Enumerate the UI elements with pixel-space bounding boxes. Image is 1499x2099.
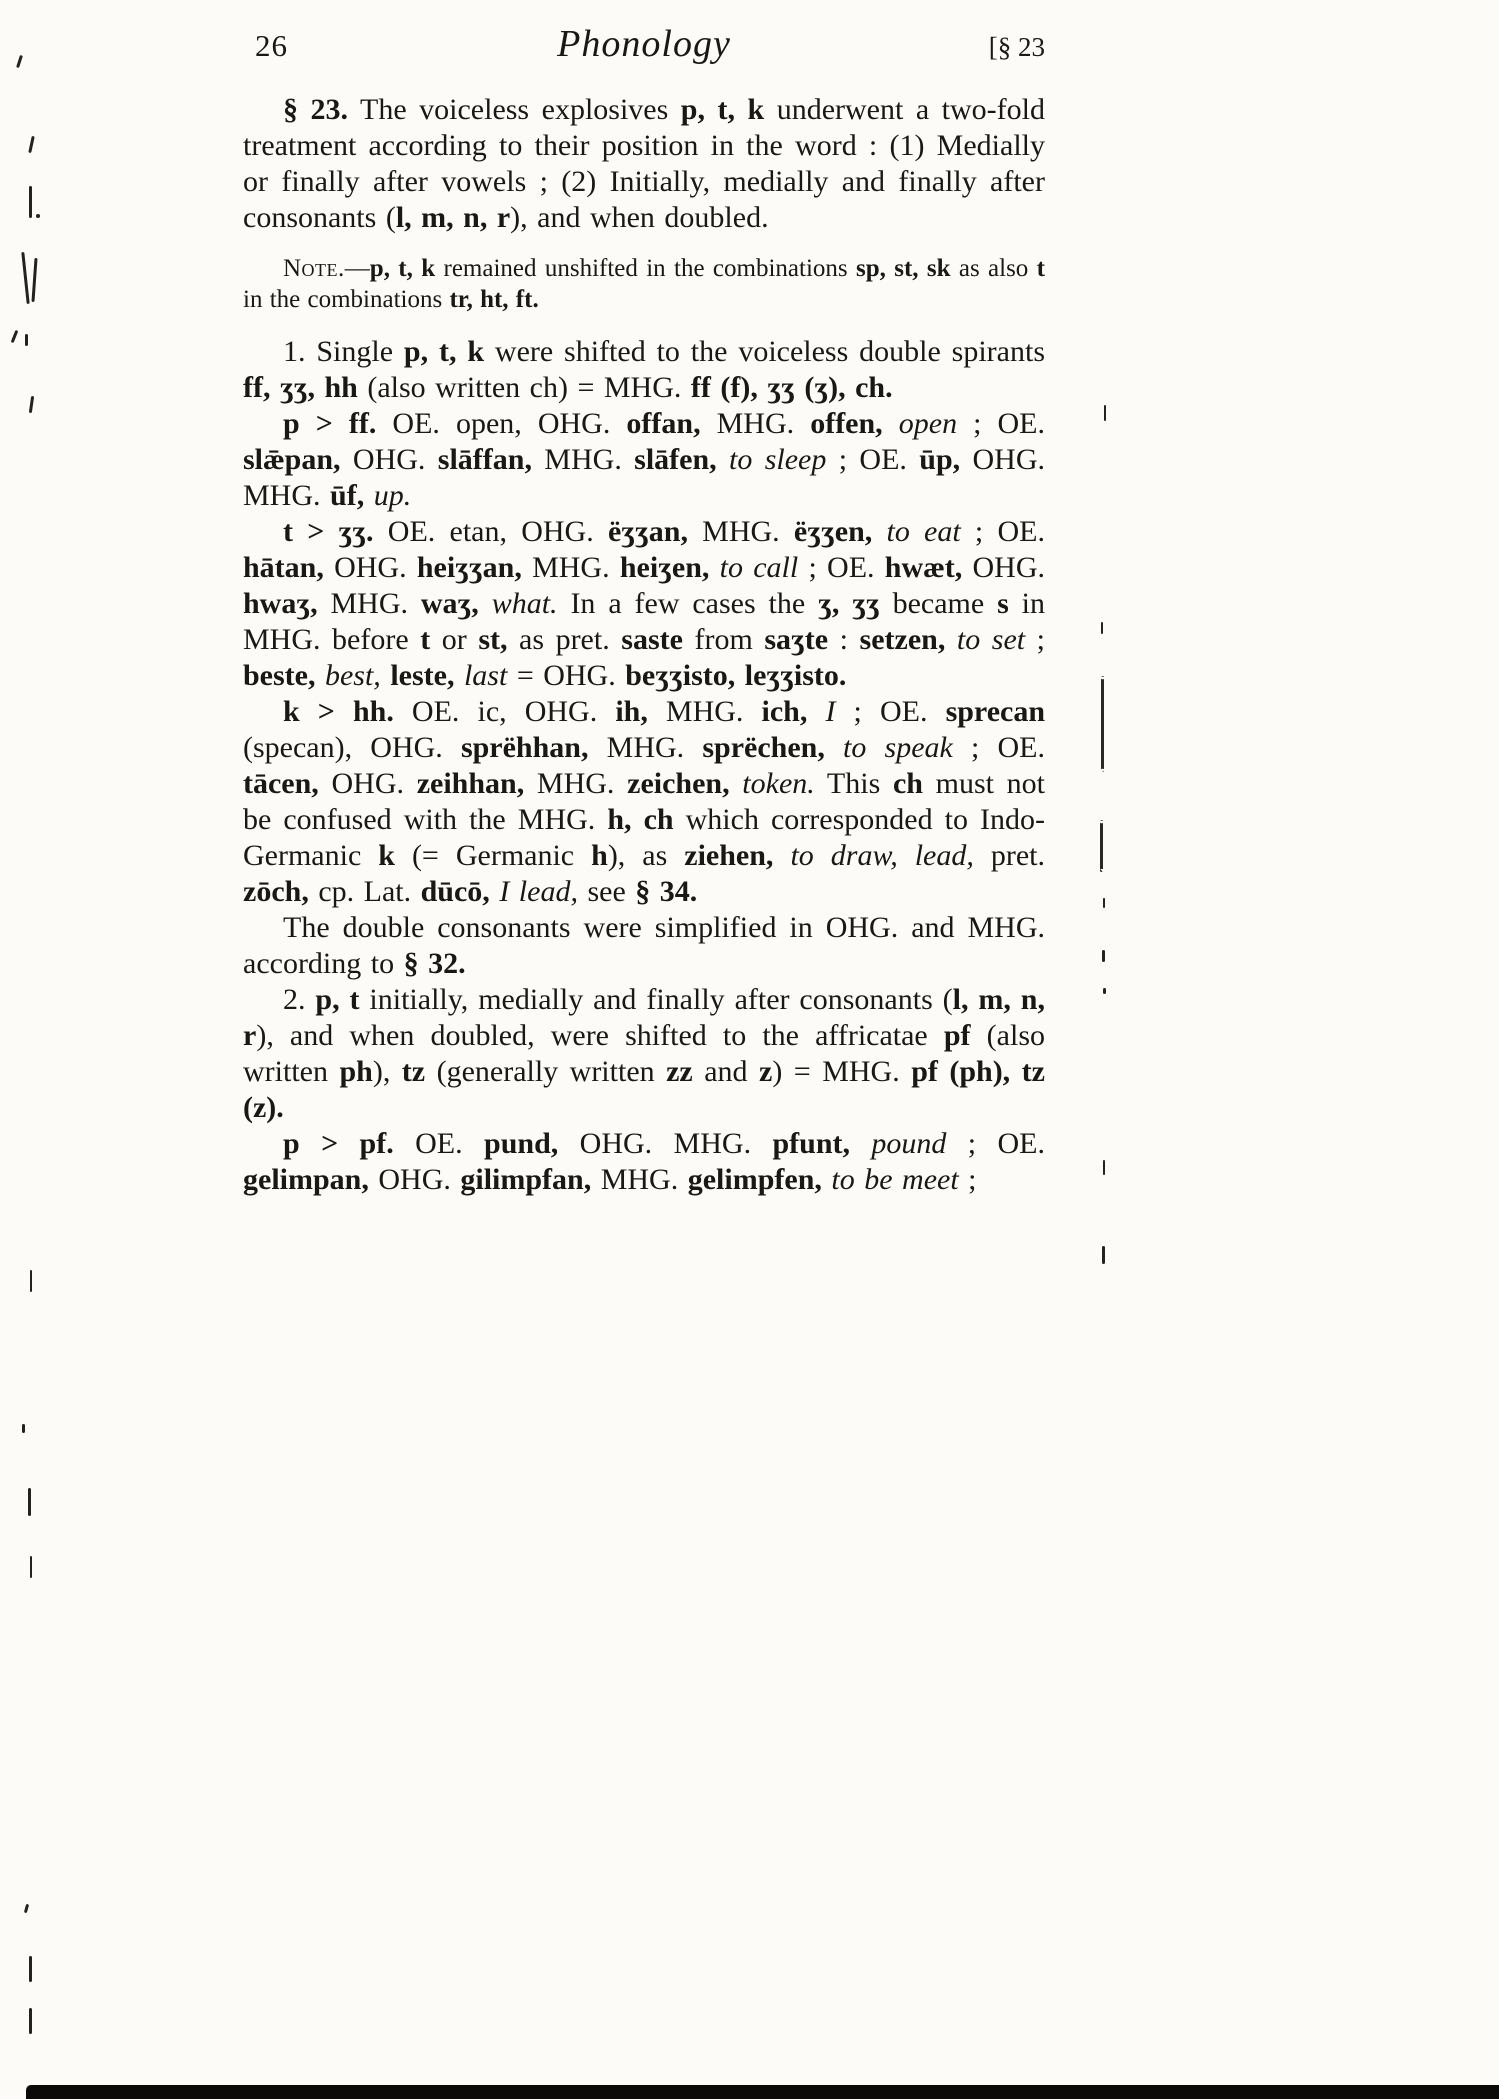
text-run: last xyxy=(463,659,508,692)
text-run xyxy=(364,479,374,512)
scan-speck xyxy=(22,1424,25,1433)
scan-speck xyxy=(21,252,29,304)
text-run: ; xyxy=(1025,623,1045,656)
text-run: sp, st, sk xyxy=(855,255,951,282)
scan-speck xyxy=(11,330,19,343)
text-run: h, ch xyxy=(607,803,674,836)
text-run xyxy=(717,443,729,476)
text-run: ëʒʒen, xyxy=(793,515,873,548)
text-run: setzen, xyxy=(859,623,946,656)
text-run: ; OE. xyxy=(952,731,1045,764)
page-header xyxy=(243,22,1045,66)
text-run: ëʒʒan, xyxy=(607,515,688,548)
text-run: I xyxy=(825,695,836,728)
text-run: pound xyxy=(871,1127,947,1160)
text-run: gelimpan, xyxy=(243,1163,369,1196)
page-title: Phonology xyxy=(557,23,731,65)
text-run: l, m, n, r xyxy=(395,201,511,234)
text-run: and xyxy=(692,1055,760,1088)
text-run: offan, xyxy=(626,407,701,440)
text-run: in MHG. before xyxy=(243,587,1045,656)
text-run: slāffan, xyxy=(437,443,532,476)
text-run xyxy=(872,515,886,548)
text-run: must not be confused with the MHG. xyxy=(243,767,1046,836)
text-run: ʒ, ʒʒ xyxy=(818,587,880,620)
text-run: s xyxy=(997,587,1009,620)
text-run: t > ʒʒ. xyxy=(283,515,374,548)
scan-speck xyxy=(1100,820,1103,872)
text-run: slāfen, xyxy=(634,443,717,476)
text-run: leste, xyxy=(390,659,455,692)
scan-speck xyxy=(1104,405,1106,421)
text-run: (specan), OHG. xyxy=(243,731,461,764)
text-column xyxy=(243,22,1045,1198)
text-run: which corresponded to Indo-Germanic xyxy=(243,803,1045,872)
text-run: pf xyxy=(943,1019,971,1052)
text-run: = OHG. xyxy=(507,659,626,692)
text-run: ), as xyxy=(607,839,685,872)
text-run: OE. etan, OHG. xyxy=(373,515,608,548)
text-run xyxy=(479,587,492,620)
text-run: were shifted to the voiceless double spirants xyxy=(484,335,1045,368)
scan-speck xyxy=(28,1488,31,1516)
text-run: what. xyxy=(491,587,558,620)
text-run: ih, xyxy=(615,695,648,728)
text-run: dūcō, xyxy=(420,875,490,908)
text-run: pund, xyxy=(484,1127,559,1160)
text-run xyxy=(709,551,719,584)
text-run: ūf, xyxy=(330,479,365,512)
text-run: waʒ, xyxy=(420,587,479,620)
text-run: underwent a two-fold treatment according to their position in the word : (1) Medially or finally after vowels ; (2) Initially, medially and finally after consonants ( xyxy=(243,93,1045,234)
scan-speck xyxy=(31,258,37,302)
text-run: : xyxy=(828,623,860,656)
text-run: MHG. xyxy=(687,515,794,548)
text-run: heiʒʒan, xyxy=(416,551,522,584)
text-run: saste xyxy=(621,623,683,656)
text-run: to be meet xyxy=(831,1163,959,1196)
text-run xyxy=(945,623,957,656)
text-run: ; OE. xyxy=(946,1127,1045,1160)
text-run: tr, ht, ft. xyxy=(449,286,539,313)
text-run: as also xyxy=(950,255,1037,282)
text-run: or xyxy=(430,623,479,656)
text-run: zz xyxy=(666,1055,693,1088)
text-run: ūp, xyxy=(919,443,961,476)
scan-bottom-edge xyxy=(26,2085,1499,2099)
text-run: OHG. xyxy=(323,551,417,584)
text-run: to call xyxy=(719,551,799,584)
text-run: ) = MHG. xyxy=(772,1055,912,1088)
text-run: I lead, xyxy=(499,875,578,908)
text-run: OHG. xyxy=(318,767,417,800)
text-run: beʒʒisto, leʒʒisto. xyxy=(625,659,847,692)
text-run: k xyxy=(378,839,395,872)
text-run: (also written ch) = MHG. xyxy=(357,371,691,404)
text-run: 1. Single xyxy=(283,335,404,368)
text-run: heiʒen, xyxy=(619,551,710,584)
text-run xyxy=(381,659,391,692)
text-run: OHG. xyxy=(962,551,1046,584)
para-section-23 xyxy=(243,92,1045,236)
text-run xyxy=(825,731,843,764)
text-run: in the combinations xyxy=(243,286,450,313)
text-run: The double consonants were simplified in OHG. and MHG. according to xyxy=(243,911,1045,980)
text-run: pret. xyxy=(973,839,1046,872)
text-run: sprëchen, xyxy=(702,731,825,764)
text-run: saʒte xyxy=(764,623,829,656)
text-run: (= Germanic xyxy=(394,839,592,872)
text-run: § 23. xyxy=(283,93,349,126)
text-run: ch xyxy=(892,767,923,800)
text-run: ; OE. xyxy=(798,551,885,584)
text-run: ), and when doubled. xyxy=(510,201,769,234)
text-run: ; xyxy=(958,1163,977,1196)
text-run: st, xyxy=(478,623,508,656)
scan-speck xyxy=(29,2008,32,2034)
para-note xyxy=(243,253,1045,315)
text-run: t xyxy=(1036,255,1045,282)
text-run xyxy=(730,767,743,800)
text-run: ; OE. xyxy=(835,695,946,728)
text-run: ziehen, xyxy=(684,839,774,872)
text-run xyxy=(822,1163,832,1196)
para-p-to-ff xyxy=(243,406,1045,514)
text-run: MHG. xyxy=(521,551,620,584)
text-run: OHG. MHG. xyxy=(558,1127,773,1160)
text-run: became xyxy=(879,587,998,620)
scan-speck xyxy=(1101,622,1103,634)
text-run: OE. ic, OHG. xyxy=(393,695,616,728)
text-run: best, xyxy=(324,659,381,692)
scan-speck xyxy=(24,1904,29,1913)
text-run: to speak xyxy=(843,731,953,764)
scan-speck xyxy=(1102,1246,1105,1264)
text-run: Note. xyxy=(283,255,345,282)
scan-speck xyxy=(29,396,34,413)
scan-speck xyxy=(29,186,32,218)
text-run: zeichen, xyxy=(627,767,730,800)
text-run xyxy=(883,407,899,440)
scan-speck xyxy=(36,214,40,218)
text-run: p > ff. xyxy=(283,407,377,440)
text-run: In a few cases the xyxy=(557,587,819,620)
text-run: sprecan xyxy=(945,695,1046,728)
para-double-consonants xyxy=(243,910,1045,982)
text-run: cp. Lat. xyxy=(308,875,421,908)
text-run: The voiceless explosives xyxy=(348,93,681,126)
page-number: 26 xyxy=(255,28,288,63)
text-run: OHG. xyxy=(340,443,438,476)
text-run: MHG. xyxy=(317,587,421,620)
scan-speck xyxy=(29,1956,32,1982)
scan-speck xyxy=(1101,676,1104,772)
text-run: to sleep xyxy=(729,443,827,476)
para-k-to-hh xyxy=(243,694,1045,910)
text-run: pfunt, xyxy=(772,1127,850,1160)
text-run: remained unshifted in the combinations xyxy=(435,255,856,282)
text-run: k > hh. xyxy=(283,695,394,728)
para-1-single-ptk xyxy=(243,334,1045,406)
text-run: p, t, k xyxy=(369,255,436,282)
text-run: ; OE. xyxy=(960,515,1045,548)
text-run: h xyxy=(591,839,608,872)
text-run: hwæt, xyxy=(884,551,963,584)
text-run: 2. xyxy=(283,983,316,1016)
text-run: p, t, k xyxy=(403,335,485,368)
text-run xyxy=(807,695,825,728)
text-run: l, m, n, r xyxy=(243,983,1045,1052)
text-run: MHG. xyxy=(524,767,628,800)
text-run: This xyxy=(814,767,893,800)
text-run: ; OE. xyxy=(957,407,1046,440)
text-run: beste, xyxy=(243,659,316,692)
text-run: ich, xyxy=(761,695,808,728)
text-run: t xyxy=(420,623,431,656)
scan-speck xyxy=(1103,1160,1105,1175)
text-run: see xyxy=(577,875,636,908)
scan-speck xyxy=(28,136,34,153)
text-run: hātan, xyxy=(243,551,324,584)
text-run: as pret. xyxy=(507,623,622,656)
text-run: token. xyxy=(742,767,815,800)
text-run xyxy=(773,839,790,872)
text-run xyxy=(850,1127,871,1160)
text-run: MHG. xyxy=(700,407,811,440)
text-run: initially, medially and finally after consonants ( xyxy=(359,983,953,1016)
text-run: MHG. xyxy=(588,731,703,764)
text-run: offen, xyxy=(810,407,883,440)
text-run: p, t xyxy=(315,983,360,1016)
text-run: — xyxy=(344,255,370,282)
scan-speck xyxy=(16,55,23,68)
text-run: hwaʒ, xyxy=(243,587,318,620)
text-run: gelimpfen, xyxy=(687,1163,822,1196)
text-run: up. xyxy=(373,479,412,512)
text-run: § 32. xyxy=(403,947,466,980)
text-run: § 34. xyxy=(635,875,698,908)
scan-speck xyxy=(25,334,28,346)
text-run: ff, ʒʒ, hh xyxy=(243,371,358,404)
text-run: (also written xyxy=(243,1019,1045,1088)
text-run: ph xyxy=(339,1055,373,1088)
text-run: open xyxy=(898,407,958,440)
scan-speck xyxy=(30,1556,32,1578)
text-run: zōch, xyxy=(243,875,309,908)
text-run: tācen, xyxy=(243,767,319,800)
text-run: ; OE. xyxy=(826,443,920,476)
para-2-pt-affricatae xyxy=(243,982,1045,1126)
text-run: ), and when doubled, were shifted to the affricatae xyxy=(256,1019,944,1052)
scan-speck xyxy=(1103,898,1105,908)
text-run: p, t, k xyxy=(680,93,765,126)
text-run xyxy=(315,659,325,692)
text-run: from xyxy=(682,623,765,656)
text-run: pf (ph), tz (z). xyxy=(243,1055,1045,1124)
text-run: to set xyxy=(956,623,1026,656)
scan-speck xyxy=(1102,950,1105,962)
text-run: p > pf. xyxy=(283,1127,394,1160)
text-run: OE. open, OHG. xyxy=(376,407,627,440)
text-run: MHG. xyxy=(591,1163,688,1196)
text-run: MHG. xyxy=(647,695,762,728)
text-run xyxy=(490,875,500,908)
scan-speck xyxy=(30,1270,32,1292)
text-run: ff (f), ʒʒ (ʒ), ch. xyxy=(690,371,893,404)
text-run: to eat xyxy=(886,515,961,548)
para-p-to-pf xyxy=(243,1126,1045,1198)
text-block xyxy=(243,92,1045,1198)
text-run: ), xyxy=(372,1055,402,1088)
text-run: OHG. MHG. xyxy=(243,443,1046,512)
scan-speck xyxy=(1103,988,1106,994)
text-run: slǣpan, xyxy=(243,443,341,476)
text-run: z xyxy=(759,1055,773,1088)
text-run: tz xyxy=(401,1055,426,1088)
text-run xyxy=(454,659,464,692)
text-run: gilimpfan, xyxy=(460,1163,592,1196)
text-run: OHG. xyxy=(368,1163,461,1196)
text-run: to draw, lead, xyxy=(790,839,974,872)
para-t-to-zz xyxy=(243,514,1045,694)
section-reference: [§ 23 xyxy=(988,32,1045,62)
text-run: MHG. xyxy=(531,443,635,476)
text-run: sprëhhan, xyxy=(460,731,589,764)
text-run: zeihhan, xyxy=(416,767,525,800)
text-run: (generally written xyxy=(425,1055,667,1088)
text-run: OE. xyxy=(393,1127,485,1160)
